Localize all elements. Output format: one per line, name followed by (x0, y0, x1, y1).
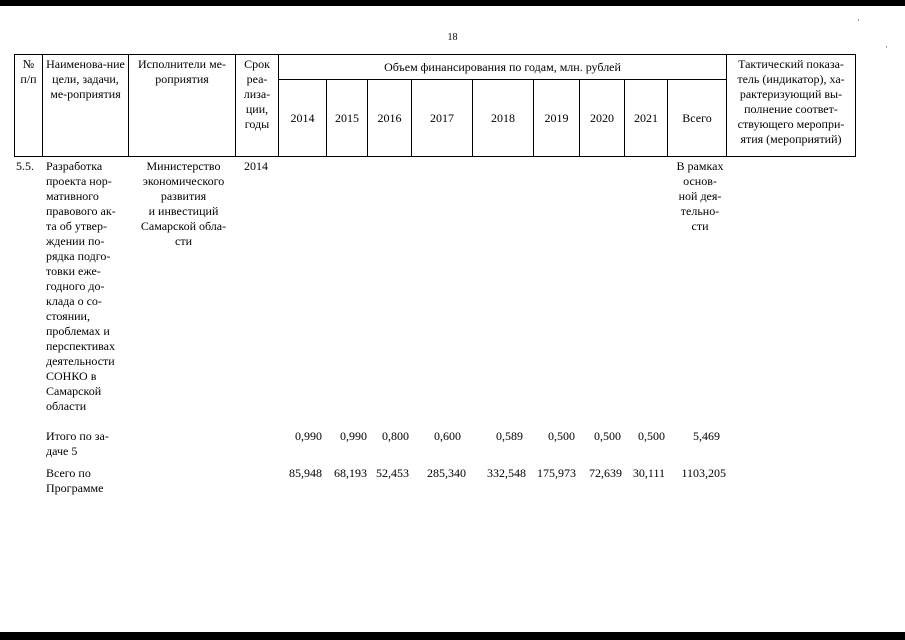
row-vsego-total: 1103,205 (681, 466, 726, 480)
page-number: 18 (447, 32, 458, 43)
header-year: 2019 (534, 80, 580, 157)
row-5-5-name: Разработка проекта нор- мативного правового ак- та об утвер- ждении по- рядка подго- товки еже- годного до- клада о со- стоянии, проблемах и перспективах деятельности СОНКО в Самарской области (46, 159, 116, 413)
header-funding-title: Объем финансирования по годам, млн. рублей (279, 55, 727, 80)
row-itogo-value: 0,589 (496, 429, 523, 443)
row-5-5-total: В рамках основ- ной дея- тельно- сти (676, 159, 724, 233)
row-vsego-label: Всего по Программе (46, 466, 104, 495)
row-itogo-value: 0,600 (434, 429, 461, 443)
row-itogo-value: 0,990 (295, 429, 322, 443)
scan-speck: · (885, 42, 888, 52)
row-vsego-value: 72,639 (589, 466, 622, 480)
row-itogo-value: 0,500 (638, 429, 665, 443)
header-name: Наименова-ние цели, задачи, ме-роприятия (43, 55, 129, 157)
bottom-scan-border (0, 632, 905, 640)
header-year: 2016 (368, 80, 412, 157)
header-year-total: Всего (668, 80, 727, 157)
table-header (14, 54, 856, 157)
row-vsego-value: 175,973 (537, 466, 576, 480)
row-vsego-value: 285,340 (427, 466, 466, 480)
row-vsego-value: 332,548 (487, 466, 526, 480)
header-year: 2018 (473, 80, 534, 157)
row-itogo-value: 0,500 (594, 429, 621, 443)
row-5-5-num: 5.5. (16, 159, 34, 173)
row-vsego-value: 52,453 (376, 466, 409, 480)
row-itogo-value: 0,800 (382, 429, 409, 443)
top-scan-border (0, 0, 905, 6)
row-itogo-value: 0,500 (548, 429, 575, 443)
header-year: 2015 (327, 80, 368, 157)
row-itogo-value: 0,990 (340, 429, 367, 443)
header-year: 2017 (412, 80, 473, 157)
row-vsego-value: 85,948 (289, 466, 322, 480)
header-year: 2020 (580, 80, 625, 157)
row-5-5-period: 2014 (244, 159, 268, 173)
header-num: № п/п (15, 55, 43, 157)
header-year: 2021 (625, 80, 668, 157)
row-vsego-value: 30,111 (632, 466, 665, 480)
header-period: Срок реа-лиза-ции, годы (236, 55, 279, 157)
row-5-5-executor: Министерство экономического развития и инвестиций Самарской обла- сти (140, 159, 227, 248)
header-year: 2014 (279, 80, 327, 157)
row-itogo-total: 5,469 (693, 429, 720, 443)
row-vsego-value: 68,193 (334, 466, 367, 480)
row-itogo-label: Итого по за- даче 5 (46, 429, 109, 458)
header-indicator: Тактический показа-тель (индикатор), ха-рактеризующий вы-полнение соответ-ствующего меропри-ятия (мероприятий) (727, 55, 856, 157)
header-executors: Исполнители ме-роприятия (129, 55, 236, 157)
scan-speck: · (857, 15, 860, 25)
